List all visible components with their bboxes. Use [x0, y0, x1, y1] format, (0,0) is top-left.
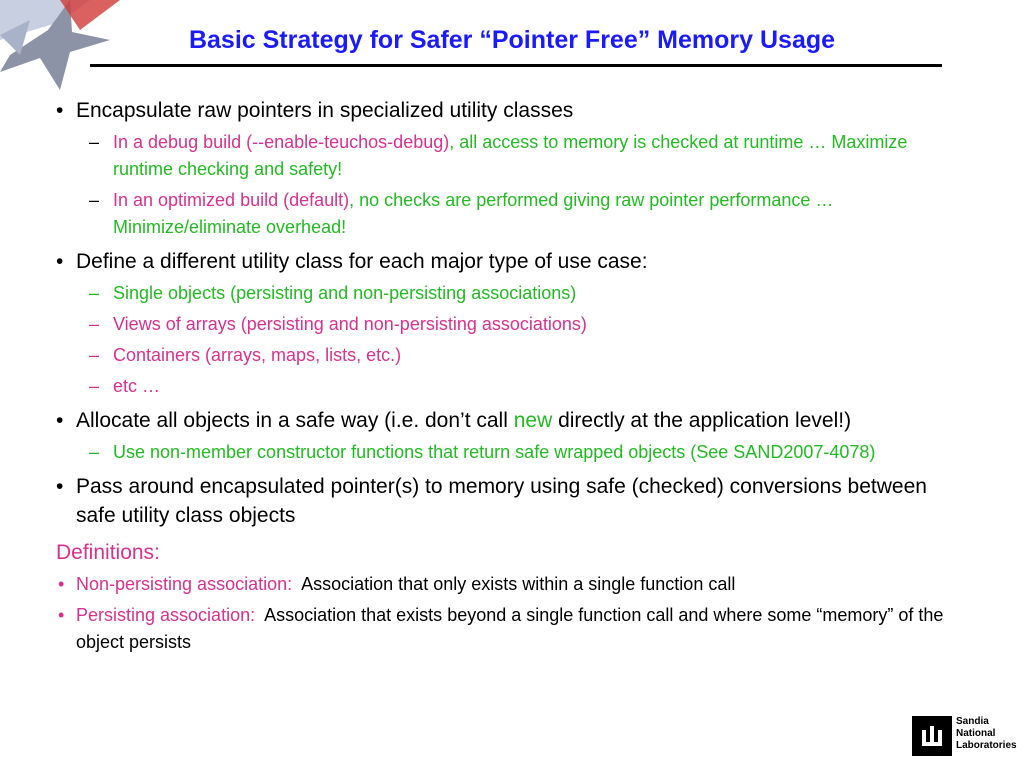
sub-bullet-text: Use non-member constructor functions that return safe wrapped objects (See SAND2007-4078): [113, 442, 876, 462]
thunderbird-icon: [912, 716, 952, 756]
bullet-text-after: directly at the application level!): [552, 409, 852, 432]
sub-bullet-text: Containers (arrays, maps, lists, etc.): [113, 345, 402, 365]
bullet-marker: •: [56, 475, 64, 498]
dash-marker: –: [89, 345, 100, 365]
sub-bullet-item: [56, 280, 956, 307]
sub-bullet-item: [56, 129, 956, 183]
keyword-new: new: [513, 409, 553, 432]
title-underline: [90, 64, 942, 67]
slide-content: [56, 90, 956, 656]
sub-bullet-item: [56, 439, 956, 466]
bullet-marker: •: [58, 574, 65, 594]
sub-bullet-item: [56, 342, 956, 369]
sub-bullet-lead: In an optimized build (default): [113, 190, 350, 210]
bullet-text: Define a different utility class for each major type of use case:: [76, 250, 648, 273]
dash-marker: –: [89, 283, 100, 303]
definitions-heading: Definitions:: [56, 541, 160, 564]
sub-bullet-item: [56, 187, 956, 241]
sub-bullet-text: Single objects (persisting and non-persisting associations): [113, 283, 577, 303]
definition-term: Non-persisting association:: [76, 574, 293, 594]
definition-item: [56, 602, 956, 656]
definition-item: [56, 571, 956, 598]
logo-line-1: Sandia: [956, 716, 989, 727]
bullet-marker: •: [56, 250, 64, 273]
bullet-text: Encapsulate raw pointers in specialized utility classes: [76, 99, 574, 122]
slide-title: Basic Strategy for Safer “Pointer Free” Memory Usage: [188, 26, 836, 54]
dash-marker: –: [89, 190, 100, 210]
dash-marker: –: [89, 314, 100, 334]
bullet-item: [56, 96, 956, 125]
bullet-marker: •: [58, 605, 65, 625]
definition-desc: Association that exists beyond a single function call and where some “memory” of the object persists: [76, 605, 949, 652]
dash-marker: –: [89, 132, 100, 152]
bullet-text: Pass around encapsulated pointer(s) to memory using safe (checked) conversions between safe utility class objects: [76, 475, 927, 527]
bullet-item: [56, 247, 956, 276]
dash-marker: –: [89, 442, 100, 462]
definition-term: Persisting association:: [76, 605, 256, 625]
sub-bullet-text: Views of arrays (persisting and non-persisting associations): [113, 314, 587, 334]
bullet-marker: •: [56, 99, 64, 122]
dash-marker: –: [89, 376, 100, 396]
sub-bullet-item: [56, 311, 956, 338]
sub-bullet-text: , all access to memory is checked at runtime … Maximize runtime checking and safety!: [113, 132, 908, 179]
sub-bullet-text: etc …: [113, 376, 161, 396]
sub-bullet-text: , no checks are performed giving raw pointer performance … Minimize/eliminate overhead!: [113, 190, 834, 237]
sandia-logo: [912, 716, 1017, 760]
bullet-text: Allocate all objects in a safe way (i.e. don’t call: [76, 409, 514, 432]
logo-line-2: National: [956, 728, 996, 739]
bullet-item: [56, 406, 956, 435]
definition-desc: Association that only exists within a single function call: [292, 574, 736, 594]
sub-bullet-lead: In a debug build (--enable-teuchos-debug): [113, 132, 450, 152]
bullet-item: [56, 472, 956, 530]
bullet-marker: •: [56, 409, 64, 432]
sub-bullet-item: [56, 373, 956, 400]
logo-line-3: Laboratories: [956, 740, 1017, 751]
